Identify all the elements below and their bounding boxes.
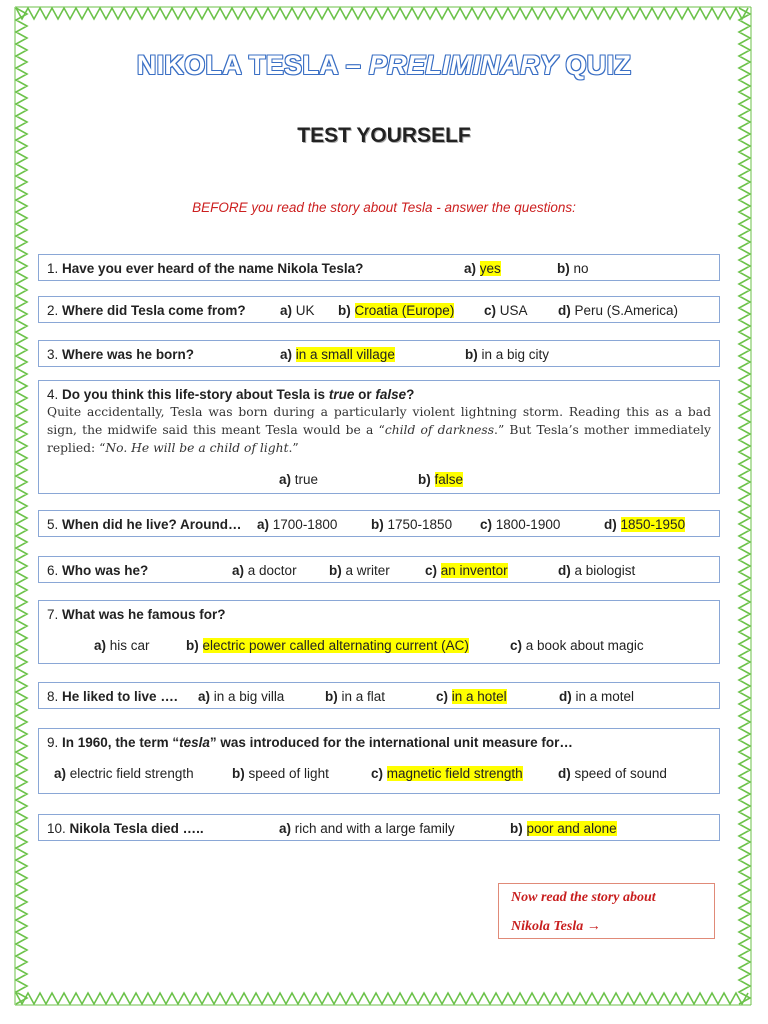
q8-option-c[interactable]: c) in a hotel bbox=[436, 689, 507, 704]
q9-option-d[interactable]: d) speed of sound bbox=[558, 766, 667, 781]
q7-option-a[interactable]: a) his car bbox=[94, 638, 150, 653]
question-5: 5. When did he live? Around… a) 1700-1800 b) 1750-1850 c) 1800-1900 d) 1850-1950 bbox=[38, 510, 720, 537]
question-10-text: Nikola Tesla died ….. bbox=[69, 821, 204, 836]
question-7-text: What was he famous for? bbox=[62, 607, 226, 622]
q4-option-b[interactable]: b) false bbox=[418, 472, 464, 487]
question-3-text: Where was he born? bbox=[62, 347, 195, 362]
q4-option-a[interactable]: a) true bbox=[279, 472, 319, 487]
q1-option-b[interactable]: b) no bbox=[557, 261, 589, 276]
q5-option-a[interactable]: a) 1700-1800 bbox=[257, 517, 338, 532]
question-6-text: Who was he? bbox=[62, 563, 149, 578]
q7-option-b[interactable]: b) electric power called alternating current (AC) bbox=[186, 638, 469, 653]
instructions: BEFORE you read the story about Tesla - answer the questions: bbox=[192, 200, 576, 215]
q6-option-d[interactable]: d) a biologist bbox=[558, 563, 636, 578]
q3-option-b[interactable]: b) in a big city bbox=[465, 347, 550, 362]
q3-option-a[interactable]: a) in a small village bbox=[280, 347, 395, 362]
grass-border-icon bbox=[14, 6, 752, 1006]
question-7: 7. What was he famous for? a) his car b) electric power called alternating current (AC) c) a book about magic bbox=[38, 600, 720, 664]
note-line-1: Now read the story about bbox=[511, 890, 656, 905]
q2-option-a[interactable]: a) UK bbox=[280, 303, 315, 318]
question-5-text: When did he live? Around… bbox=[62, 517, 242, 532]
question-6: 6. Who was he? a) a doctor b) a writer c) an inventor d) a biologist bbox=[38, 556, 720, 583]
question-2-text: Where did Tesla come from? bbox=[62, 303, 246, 318]
q6-option-b[interactable]: b) a writer bbox=[329, 563, 390, 578]
question-1-text: Have you ever heard of the name Nikola Tesla? bbox=[62, 261, 364, 276]
q9-option-c[interactable]: c) magnetic field strength bbox=[371, 766, 523, 781]
q7-option-c[interactable]: c) a book about magic bbox=[510, 638, 644, 653]
q10-option-b[interactable]: b) poor and alone bbox=[510, 821, 617, 836]
q6-option-c[interactable]: c) an inventor bbox=[425, 563, 508, 578]
question-9: 9. In 1960, the term “tesla” was introduced for the international unit measure for… a) electric field strength b) speed of light c) magnetic field strength d) speed of sound bbox=[38, 728, 720, 794]
question-8: 8. He liked to live …. a) in a big villa b) in a flat c) in a hotel d) in a motel bbox=[38, 682, 720, 709]
q8-option-a[interactable]: a) in a big villa bbox=[198, 689, 285, 704]
q5-option-d[interactable]: d) 1850-1950 bbox=[604, 517, 686, 532]
q2-option-b[interactable]: b) Croatia (Europe) bbox=[338, 303, 455, 318]
page-subtitle: TEST YOURSELF bbox=[297, 124, 471, 147]
tesla-story-paragraph: Quite accidentally, Tesla was born during a particularly violent lightning storm. Reading this as a bad sign, the midwife said this meant Tesla would be a “child of darkness.” But Tesla’s mother immediately replied: “No. He will be a child of light.” bbox=[47, 405, 711, 455]
q8-option-d[interactable]: d) in a motel bbox=[559, 689, 635, 704]
decorative-grass-border bbox=[14, 6, 752, 1006]
question-2: 2. Where did Tesla come from? a) UK b) Croatia (Europe) c) USA d) Peru (S.America) bbox=[38, 296, 720, 323]
q5-option-c[interactable]: c) 1800-1900 bbox=[480, 517, 561, 532]
question-4-text: Do you think this life-story about Tesla is true or false? bbox=[62, 387, 415, 402]
q10-option-a[interactable]: a) rich and with a large family bbox=[279, 821, 455, 836]
q2-option-d[interactable]: d) Peru (S.America) bbox=[558, 303, 679, 318]
question-1: 1. Have you ever heard of the name Nikola Tesla? a) yes b) no bbox=[38, 254, 720, 281]
page-title: NIKOLA TESLA – PRELIMINARY QUIZ bbox=[136, 50, 632, 80]
question-8-text: He liked to live …. bbox=[62, 689, 178, 704]
read-story-note[interactable] bbox=[498, 883, 715, 939]
q6-option-a[interactable]: a) a doctor bbox=[232, 563, 297, 578]
question-3: 3. Where was he born? a) in a small village b) in a big city bbox=[38, 340, 720, 367]
note-line-2: Nikola Tesla → bbox=[511, 919, 601, 934]
question-9-text: In 1960, the term “tesla” was introduced for the international unit measure for… bbox=[62, 735, 573, 750]
q1-option-a[interactable]: a) yes bbox=[464, 261, 501, 276]
q2-option-c[interactable]: c) USA bbox=[484, 303, 528, 318]
q9-option-b[interactable]: b) speed of light bbox=[232, 766, 329, 781]
question-4: 4. Do you think this life-story about Tesla is true or false? Quite accidentally, Tesla was born during a particularly violent lightning storm. Reading this as a bad sign, the midwife said this meant Tesla would be a “child of darkness.” But Tesla’s mother immediately replied: “No. He will be a child of light.” a) true b) false bbox=[38, 380, 720, 494]
q8-option-b[interactable]: b) in a flat bbox=[325, 689, 386, 704]
q9-option-a[interactable]: a) electric field strength bbox=[54, 766, 194, 781]
question-10: 10. Nikola Tesla died ….. a) rich and with a large family b) poor and alone bbox=[38, 814, 720, 841]
q5-option-b[interactable]: b) 1750-1850 bbox=[371, 517, 453, 532]
